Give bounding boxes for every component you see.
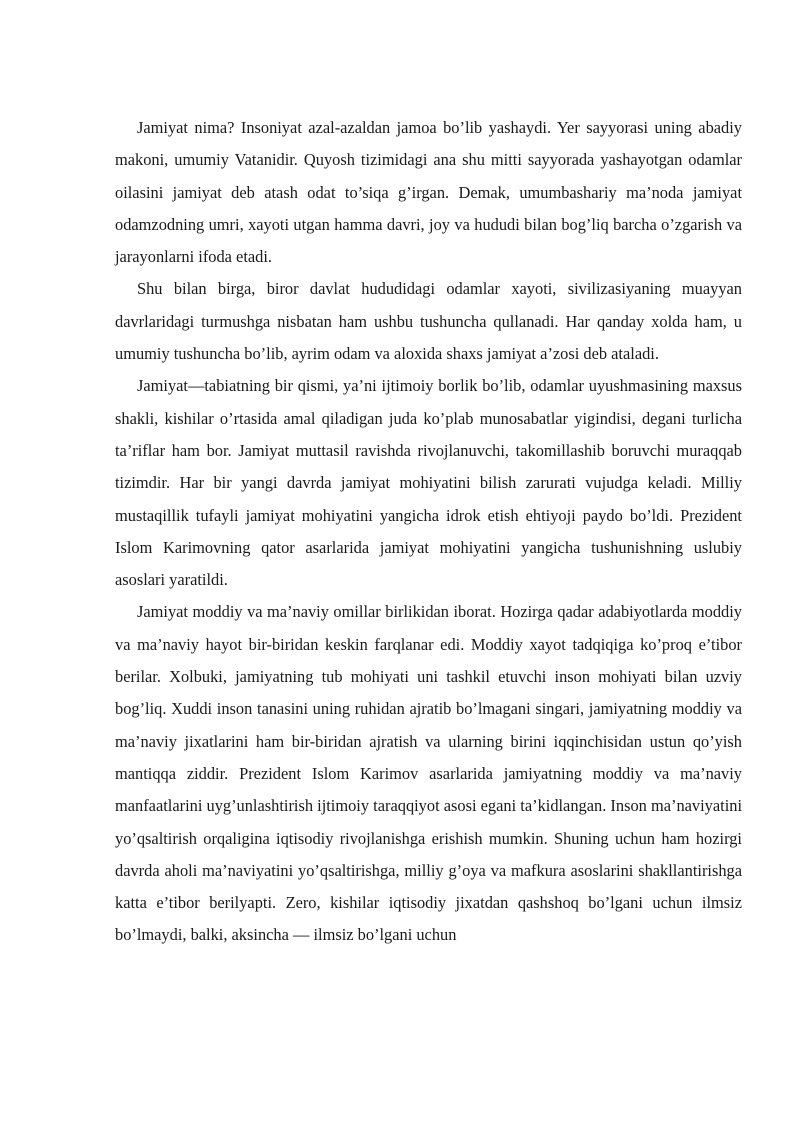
paragraph-1: Jamiyat nima? Insoniyat azal-azaldan jamoa bo’lib yashaydi. Yer sayyorasi uning abadiy makoni, umumiy Vatanidir. Quyosh tizimidagi ana shu mitti sayyorada yashayotgan odamlar oilasini jamiyat deb atash odat to’siqa g’irgan. Demak, umumbashariy ma’noda jamiyat odamzodning umri, xayoti utgan hamma davri, joy va hududi bilan bog’liq barcha o’zgarish va jarayonlarni ifoda etadi. [115, 118, 742, 267]
paragraph-2: Shu bilan birga, biror davlat hududidagi odamlar xayoti, sivilizasiyaning muayyan davrlaridagi turmushga nisbatan ham ushbu tushuncha qullanadi. Har qanday xolda ham, u umumiy tushuncha bo’lib, ayrim odam va aloxida shaxs jamiyat a’zosi deb ataladi. [115, 279, 742, 364]
document-page [115, 112, 742, 952]
paragraph-3: Jamiyat—tabiatning bir qismi, ya’ni ijtimoiy borlik bo’lib, odamlar uyushmasining maxsus shakli, kishilar o’rtasida amal qiladigan juda ko’plab munosabatlar yigindisi, degani turlicha ta’riflar ham bor. Jamiyat muttasil ravishda rivojlanuvchi, takomillashib boruvchi muraqqab tizimdir. Har bir yangi davrda jamiyat mohiyatini bilish zarurati vujudga keladi. Milliy mustaqillik tufayli jamiyat mohiyatini yangicha idrok etish ehtiyoji paydo bo’ldi. Prezident Islom Karimovning qator asarlarida jamiyat mohiyatini yangicha tushunishning uslubiy asoslari yaratildi. [115, 376, 742, 590]
paragraph-4: Jamiyat moddiy va ma’naviy omillar birlikidan iborat. Hozirga qadar adabiyotlarda moddiy va ma’naviy hayot bir-biridan keskin farqlanar edi. Moddiy xayot tadqiqiga ko’proq e’tibor berilar. Xolbuki, jamiyatning tub mohiyati uni tashkil etuvchi inson mohiyati bilan uzviy bog’liq. Xuddi inson tanasini uning ruhidan ajratib bo’lmagani singari, jamiyatning moddiy va ma’naviy jixatlarini ham bir-biridan ajratish va ularning birini iqqinchisidan ustun qo’yish mantiqqa ziddir. Prezident Islom Karimov asarlarida jamiyatning moddiy va ma’naviy manfaatlarini uyg’unlashtirish ijtimoiy taraqqiyot asosi egani ta’kidlangan. Inson ma’naviyatini yo’qsaltirish orqaligina iqtisodiy rivojlanishga erishish mumkin. Shuning uchun ham hozirgi davrda aholi ma’naviyatini yo’qsaltirishga, milliy g’oya va mafkura asoslarini shakllantirishga katta e’tibor berilyapti. Zero, kishilar iqtisodiy jixatdan qashshoq bo’lgani uchun ilmsiz bo’lmaydi, balki, aksincha — ilmsiz bo’lgani uchun [115, 602, 742, 945]
